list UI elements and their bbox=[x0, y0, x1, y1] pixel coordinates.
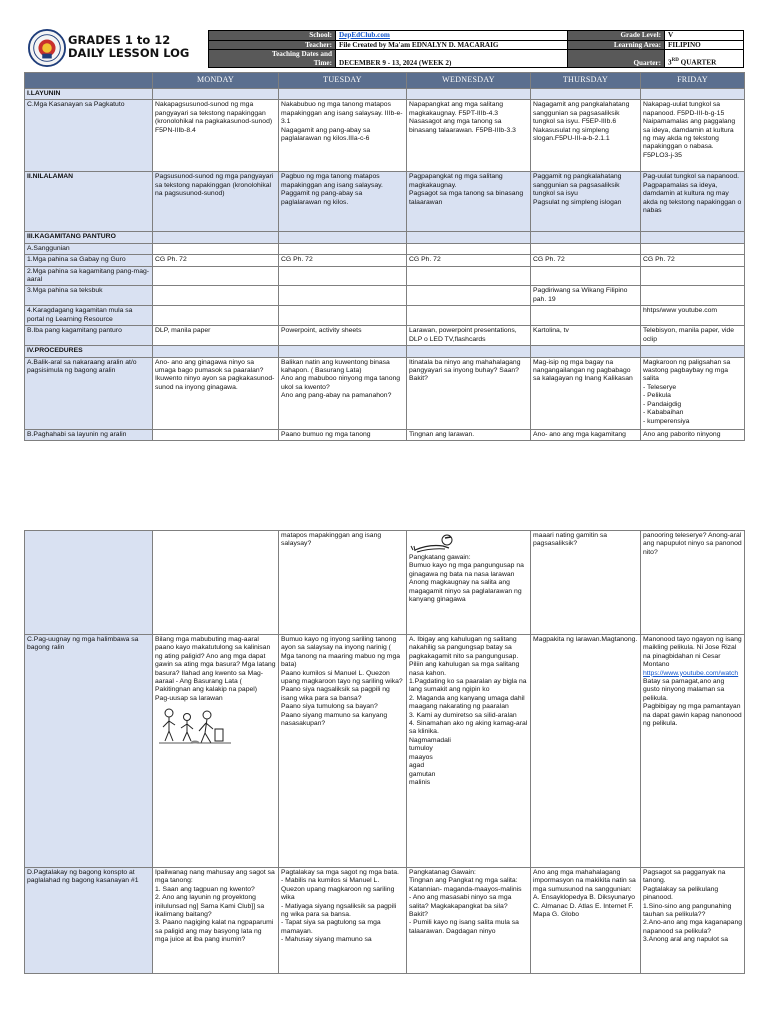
table-row bbox=[25, 243, 745, 254]
cell-wednesday: Larawan, powerpoint presentations, DLP o LED TV,flashcards bbox=[407, 326, 531, 346]
cell-monday bbox=[153, 429, 279, 440]
row-label: C.Mga Kasanayan sa Pagkatuto bbox=[25, 100, 153, 172]
cell-friday: Nakapag-uulat tungkol sa napanood. F5PD-III-b-g-15 Naipamamalas ang paggalang sa ideya, damdamin at kultura ng may akda ng tekstong napakinggan o nabasa. F5PLO3-j-35 bbox=[641, 100, 745, 172]
reclining-boy-illustration bbox=[409, 534, 457, 554]
quarter-label: Quarter: bbox=[568, 50, 665, 68]
cell-friday: hhtps/www youtube.com bbox=[641, 306, 745, 326]
row-label: 1.Mga pahina sa Gabay ng Guro bbox=[25, 255, 153, 266]
quarter-value bbox=[665, 50, 744, 68]
cell-tuesday: Nakabubuo ng mga tanong matapos mapakinggan ang isang salaysay. IIIb-e-3.1 Nagagamit ang pang-abay sa paglalarawan ng kilos.IIIa-c-6 bbox=[279, 100, 407, 172]
day-header-monday: MONDAY bbox=[153, 73, 279, 89]
table-row bbox=[25, 255, 745, 266]
row-label bbox=[25, 531, 153, 635]
teacher-label: Teacher: bbox=[209, 40, 336, 50]
table-row bbox=[25, 232, 745, 243]
cell-wednesday-text: Pangkatang gawain: Bumuo kayo ng mga pangungusap na ginagawa ng bata na nasa larawan Anong magkaugnay na salita ang magagamit ninyo sa paglalarawan ng kanyang ginagawa bbox=[409, 554, 524, 604]
dates-label-line1: Teaching Dates and bbox=[271, 50, 332, 58]
cell-monday bbox=[153, 232, 279, 243]
teacher-value: File Created by Ma'am EDNALYN D. MACARAIG bbox=[336, 40, 568, 50]
table-row bbox=[25, 357, 745, 429]
cell-thursday bbox=[531, 306, 641, 326]
day-header-friday: FRIDAY bbox=[641, 73, 745, 89]
cell-friday bbox=[641, 89, 745, 100]
row-label: 4.Karagdagang kagamitan mula sa portal ng Learning Resource bbox=[25, 306, 153, 326]
quarter-number: 3 bbox=[668, 58, 672, 67]
cell-wednesday bbox=[407, 243, 531, 254]
cell-thursday: Mag-isip ng mga bagay na nangangailangan ng pagbabago sa kalagayan ng Inang Kalikasan bbox=[531, 357, 641, 429]
quarter-suffix: RD bbox=[671, 58, 679, 64]
cell-friday bbox=[641, 266, 745, 286]
cell-monday: Pagsusunod-sunod ng mga pangyayari sa tekstong napakinggan (kronolohikal na pagsusunod-sunod) bbox=[153, 172, 279, 232]
cell-monday bbox=[153, 531, 279, 635]
cell-thursday: CG Ph. 72 bbox=[531, 255, 641, 266]
cell-thursday bbox=[531, 346, 641, 357]
cell-friday bbox=[641, 286, 745, 306]
cell-wednesday: Pangkatanag Gawain: Tingnan ang Pangkat ng mga salita: Katannian- maganda-maayos-malinis - Ano ang masasabi ninyo sa mga salita? Magkakapangkat ba sila? Bakit? - Pumili kayo ng isang salita mula sa talaarawan. Dagdagan ninyo bbox=[407, 868, 531, 974]
document-title bbox=[68, 34, 189, 60]
cell-tuesday bbox=[279, 286, 407, 306]
cell-friday: panooring teleserye? Anong-aral ang napupulot ninyo sa panonod nito? bbox=[641, 531, 745, 635]
cell-friday: Pag-uulat tungkol sa napanood. Pagpapamalas sa ideya, damdamin at kultura ng may akda ng tekstong napakinggan o nabas bbox=[641, 172, 745, 232]
day-header-thursday: THURSDAY bbox=[531, 73, 641, 89]
table-row bbox=[25, 306, 745, 326]
row-label: C.Pag-uugnay ng mga halimbawa sa bagong ralin bbox=[25, 635, 153, 868]
meta-info-table bbox=[208, 30, 744, 68]
row-label: 2.Mga pahina sa kagamitang pang-mag-aaral bbox=[25, 266, 153, 286]
cell-monday bbox=[153, 89, 279, 100]
cell-tuesday: Bumuo kayo ng inyong sariling tanong ayon sa salaysay na inyong narinig ( Mga tanong na maaring mabuo ng mga bata) Paano kumilos si Manuel L. Quezon upang magkaroon tayo ng sariling wika? Paano siya nagsaliksik sa pagpili ng isang wika para sa bansa? Paano siya tumulong sa bayan? Paano siyang mamuno sa kanyang nasasakupan? bbox=[279, 635, 407, 868]
cell-tuesday bbox=[279, 346, 407, 357]
people-cleaning-illustration bbox=[155, 705, 235, 747]
cell-tuesday bbox=[279, 306, 407, 326]
table-row bbox=[25, 286, 745, 306]
cell-thursday: Ano ang mga mahahalagang impormasyon na makikita natin sa mga sumusunod na sanggunian: A. Ensayklopedya B. Diksyunaryo C. Almanac D. Atlas E. Internet F. Mapa G. Globo bbox=[531, 868, 641, 974]
cell-friday-after: Batay sa pamagat,ano ang gusto ninyong malaman sa pelikula. Pagbibigay ng mga pamantayan na dapat gawin kapag nanonood ng pelikula. bbox=[643, 678, 742, 728]
cell-thursday: Paggamit ng pangkalahatang sanggunian sa pagsasaliksik tungkol sa isyu Pagsulat ng simpleng islogan bbox=[531, 172, 641, 232]
cell-monday-text: Bilang mga mabubuting mag-aaral paano kayo makatutulong sa kalinisan ng ating paligid? Ano ang mga dapat gawin sa ating mga basura? Mga latang basura? Ilahad ang kwento sa Mag-aaraal - Ang Basurang Lata ( Pakitingnan ang kalakip na papel) Pag-uusap sa larawan bbox=[155, 636, 276, 702]
youtube-link[interactable]: https://www.youtube.com/watch bbox=[643, 669, 739, 677]
page-one bbox=[24, 28, 744, 441]
cell-tuesday bbox=[279, 266, 407, 286]
cell-monday bbox=[153, 243, 279, 254]
cell-tuesday: Pagtalakay sa mga sagot ng mga bata. - Mabilis na kumilos si Manuel L. Quezon upang magkaroon ng sariling wika - Matiyaga siyang ngsaliksik sa pagpili ng wika para sa bansa. - Tapat siya sa pagtulong sa mga mamayan. - Mahusay siyang mamuno sa bbox=[279, 868, 407, 974]
cell-tuesday: CG Ph. 72 bbox=[279, 255, 407, 266]
cell-friday: Ano ang paborito ninyong bbox=[641, 429, 745, 440]
cell-tuesday bbox=[279, 89, 407, 100]
cell-wednesday bbox=[407, 306, 531, 326]
cell-thursday bbox=[531, 232, 641, 243]
table-row bbox=[25, 89, 745, 100]
row-label: B.Iba pang kagamitang panturo bbox=[25, 326, 153, 346]
cell-thursday: maaari nating gamitin sa pagsasaliksik? bbox=[531, 531, 641, 635]
cell-wednesday: A. Ibigay ang kahulugan ng salitang nakahilig sa pangungsap batay sa pagkakagamit nito sa pangungusap. Piliin ang kahulugan sa mga salitang nasa kahon. 1.Pagdating ko sa paaralan ay bigla na lang sumakit ang ngipin ko 2. Maganda ang kanyang umaga dahil maagang nakarating ng paaralan 3. Kami ay dumiretso sa silid-aralan 4. Sinamahan ako ng aking kamag-aral sa klinika. Nagmamadali tumuloy maayos agad gamutan malinis bbox=[407, 635, 531, 868]
table-row bbox=[25, 868, 745, 974]
row-label: B.Paghahabi sa layunin ng aralin bbox=[25, 429, 153, 440]
row-label: IV.PROCEDURES bbox=[25, 346, 153, 357]
cell-wednesday: Tingnan ang larawan. bbox=[407, 429, 531, 440]
cell-monday bbox=[153, 266, 279, 286]
cell-tuesday: Powerpoint, activity sheets bbox=[279, 326, 407, 346]
cell-thursday: Pagdiriwang sa Wikang Filipino pah. 19 bbox=[531, 286, 641, 306]
row-label: I.LAYUNIN bbox=[25, 89, 153, 100]
cell-monday: Nakapagsusunod-sunod ng mga pangyayari sa tekstong napakinggan (kronolohikal na pagkakasunod-sunod) F5PN-IIIb-8.4 bbox=[153, 100, 279, 172]
cell-tuesday: Paano bumuo ng mga tanong bbox=[279, 429, 407, 440]
cell-tuesday: Balikan natin ang kuwentong binasa kahapon. ( Basurang Lata) Ano ang mabuboo ninyong mga tanong ukol sa kwento? Ano ang pang-abay na pamanahon? bbox=[279, 357, 407, 429]
cell-friday bbox=[641, 346, 745, 357]
quarter-text: QUARTER bbox=[678, 58, 717, 67]
cell-thursday: Magpakita ng larawan.Magtanong. bbox=[531, 635, 641, 868]
learning-area-label: Learning Area: bbox=[568, 40, 665, 50]
cell-tuesday: Pagbuo ng mga tanong matapos mapakinggan ang isang salaysay. Paggamit ng pang-abay sa paglalarawan ng kilos. bbox=[279, 172, 407, 232]
cell-friday bbox=[641, 232, 745, 243]
cell-monday: Ipaliwanag nang mahusay ang sagot sa mga tanong: 1. Saan ang tagpuan ng kwento? 2. Ano ang layunin ng proyektong inilulunsad ng] Sama Kami Club]] sa ikalimang baitang? 3. Paano nagiging kalat na ngpaparumi sa paligid ang may basyong lata ng mga juice at iba pang inumin? bbox=[153, 868, 279, 974]
document-header bbox=[24, 28, 744, 72]
cell-monday bbox=[153, 346, 279, 357]
school-label: School: bbox=[209, 31, 336, 41]
table-row bbox=[25, 266, 745, 286]
cell-thursday bbox=[531, 89, 641, 100]
cell-monday bbox=[153, 286, 279, 306]
table-row bbox=[25, 346, 745, 357]
cell-monday bbox=[153, 635, 279, 868]
cell-wednesday bbox=[407, 531, 531, 635]
school-link[interactable]: DepEdClub.com bbox=[339, 31, 390, 39]
dates-label bbox=[209, 50, 336, 68]
cell-monday: CG Ph. 72 bbox=[153, 255, 279, 266]
cell-wednesday: Pagpapangkat ng mga salitang magkakaugnay. Pagsagot sa mga tanong sa binasang talaarawan bbox=[407, 172, 531, 232]
grade-level-label: Grade Level: bbox=[568, 31, 665, 41]
row-label: II.NILALAMAN bbox=[25, 172, 153, 232]
cell-friday-text: Manonood tayo ngayon ng isang maikling pelikula. Ni Jose Rizal na pinagbidahan ni Cesar Montano bbox=[643, 636, 742, 669]
day-header-tuesday: TUESDAY bbox=[279, 73, 407, 89]
deped-seal-icon bbox=[28, 29, 66, 67]
dates-label-line2: Time: bbox=[313, 58, 332, 67]
day-header-wednesday: WEDNESDAY bbox=[407, 73, 531, 89]
lesson-log-table bbox=[24, 72, 745, 441]
cell-tuesday: matapos mapakinggan ang isang salaysay? bbox=[279, 531, 407, 635]
cell-wednesday bbox=[407, 286, 531, 306]
school-value[interactable] bbox=[336, 31, 568, 41]
row-label: A.Balik-aral sa nakaraang aralin at/o pagsisimula ng bagong aralin bbox=[25, 357, 153, 429]
cell-monday bbox=[153, 306, 279, 326]
cell-friday bbox=[641, 243, 745, 254]
row-label: D.Pagtalakay ng bagong konspto at paglalahad ng bagong kasanayan #1 bbox=[25, 868, 153, 974]
cell-wednesday bbox=[407, 89, 531, 100]
cell-monday: Ano- ano ang ginagawa ninyo sa umaga bago pumasok sa paaralan? Ikuwento ninyo ayon sa pagkakasunod- sunod na inyong ginagawa. bbox=[153, 357, 279, 429]
learning-area-value: FILIPINO bbox=[665, 40, 744, 50]
cell-thursday: Kartolina, tv bbox=[531, 326, 641, 346]
cell-wednesday: CG Ph. 72 bbox=[407, 255, 531, 266]
table-row bbox=[25, 635, 745, 868]
day-header-row bbox=[25, 73, 745, 89]
cell-monday: DLP, manila paper bbox=[153, 326, 279, 346]
lesson-log-body bbox=[25, 89, 745, 441]
cell-wednesday bbox=[407, 232, 531, 243]
row-label: 3.Mga pahina sa teksbuk bbox=[25, 286, 153, 306]
cell-friday bbox=[641, 635, 745, 868]
cell-friday: Telebisyon, manila paper, vide oclip bbox=[641, 326, 745, 346]
cell-thursday: Ano- ano ang mga kagamitang bbox=[531, 429, 641, 440]
table-row bbox=[25, 429, 745, 440]
table-row bbox=[25, 100, 745, 172]
cell-friday: Pagsagot sa pagganyak na tanong. Pagtalakay sa pelikulang pinanood. 1.Sino-sino ang pangunahing tauhan sa pelikula?? 2.Ano-ano ang mga kaganapang napanood sa pelikula? 3.Anong aral ang napulot sa bbox=[641, 868, 745, 974]
table-row bbox=[25, 326, 745, 346]
cell-thursday bbox=[531, 266, 641, 286]
page-two bbox=[24, 530, 744, 974]
cell-tuesday bbox=[279, 232, 407, 243]
cell-thursday bbox=[531, 243, 641, 254]
cell-friday: Magkaroon ng paligsahan sa wastong pagbaybay ng mga salita - Teleserye - Pelikula - Pandaigdig - Kababaihan - kumperensiya bbox=[641, 357, 745, 429]
cell-thursday: Nagagamit ang pangkalahatang sanggunian sa pagsasaliksik tungkol sa isyu. F5EP-IIIb.6 Nakasusulat ng simpleng slogan.F5PU-III-a-b-2.1.1 bbox=[531, 100, 641, 172]
dates-value: DECEMBER 9 - 13, 2024 (WEEK 2) bbox=[336, 50, 568, 68]
title-line-dll: DAILY LESSON LOG bbox=[68, 46, 190, 60]
cell-wednesday: Itinatala ba ninyo ang mahahalagang pangyayari sa inyong buhay? Saan? Bakit? bbox=[407, 357, 531, 429]
corner-header bbox=[25, 73, 153, 89]
lesson-log-table-continued bbox=[24, 530, 745, 974]
row-label: III.KAGAMITANG PANTURO bbox=[25, 232, 153, 243]
table-row bbox=[25, 531, 745, 635]
cell-friday: CG Ph. 72 bbox=[641, 255, 745, 266]
cell-tuesday bbox=[279, 243, 407, 254]
grade-level-value: V bbox=[665, 31, 744, 41]
table-row bbox=[25, 172, 745, 232]
title-line-grades: GRADES 1 to 12 bbox=[68, 33, 171, 47]
cell-wednesday bbox=[407, 266, 531, 286]
cell-wednesday bbox=[407, 346, 531, 357]
cell-wednesday: Napapangkat ang mga salitang magkakaugnay. F5PT-IIIb-4.3 Nasasagot ang mga tanong sa binasang talaarawan. F5PB-IIIb-3.3 bbox=[407, 100, 531, 172]
row-label: A.Sanggunian bbox=[25, 243, 153, 254]
